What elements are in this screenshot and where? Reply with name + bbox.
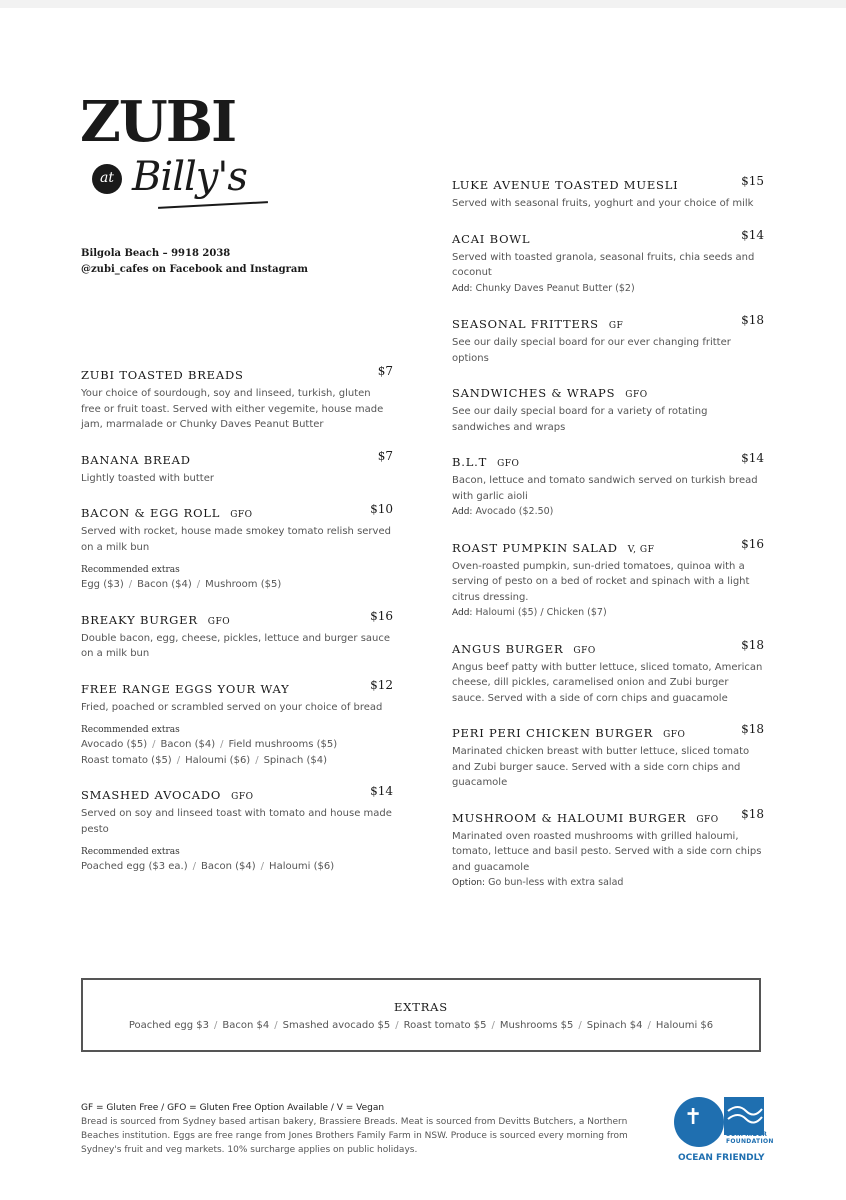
menu-item-price: $12 [370,677,393,692]
menu-item-name: B.L.T [452,455,488,469]
menu-item-price: $16 [370,608,393,623]
separator: / [395,1020,399,1031]
menu-item-name: LUKE AVENUE TOASTED MUESLI [452,178,679,192]
menu-item-name: MUSHROOM & HALOUMI BURGER [452,810,687,825]
menu-item-name: SEASONAL FRITTERS [452,317,599,331]
addon-label: Add: [452,507,473,517]
separator: / [647,1020,651,1031]
contact-phone: Bilgola Beach – 9918 2038 [81,248,231,259]
menu-item-name: SANDWICHES & WRAPS [452,386,616,400]
recommended-extra: Haloumi ($6) [185,754,251,766]
recommended-extras [81,737,393,753]
recommended-extras [81,753,393,769]
menu-item-name: ACAI BOWL [452,231,531,246]
menu-item-description: Lightly toasted with butter [81,472,214,484]
dietary-tag: GFO [207,616,231,627]
menu-item [452,174,764,212]
menu-item-description: Your choice of sourdough, soy and linseed, turkish, gluten free or fruit toast. Served with either vegemite, house made jam, marmalade or Chunky Daves Peanut Butter [81,388,384,430]
menu-item [452,451,764,521]
addon-label: Add: [452,283,473,294]
menu-item [81,502,393,593]
extras-title: EXTRAS [394,1000,448,1014]
recommended-extras [81,859,393,875]
menu-item [81,678,393,769]
menu-item-description: Marinated chicken breast with butter lettuce, sliced tomato and Zubi burger sauce. Served with a side corn chips and guacamole [452,746,750,788]
dietary-tag: GFO [230,510,253,520]
extras-list [83,1020,759,1031]
menu-item-price: $10 [370,502,393,516]
menu-item-description: Double bacon, egg, cheese, pickles, lettuce and burger sauce on a milk bun [81,632,391,659]
menu-item-price: $7 [377,364,393,378]
extras-box [81,978,761,1052]
recommended-extras [81,577,393,593]
extra-item: Bacon $4 [222,1020,270,1031]
menu-item-description: Bacon, lettuce and tomato sandwich served on turkish bread with garlic aioli [452,475,758,502]
menu-item-description: Fried, poached or scrambled served on your choice of bread [81,701,383,713]
menu-item-header [452,807,764,825]
menu-item-name: ANGUS BURGER [452,641,564,656]
menu-item-price: $14 [741,227,764,242]
menu-item-header [81,364,393,382]
footer [81,1101,641,1157]
menu-item-name: ZUBI TOASTED BREADS [81,368,244,382]
dietary-tag: GF [608,321,624,331]
menu-item-price: $18 [741,806,764,821]
menu-item [452,638,764,707]
logo-script: Billy's [132,154,247,200]
menu-item-addon [452,281,764,298]
menu-item-header [81,784,393,802]
menu-item-price: $15 [741,174,764,188]
menu-item [81,609,393,662]
recommended-extras-label: Recommended extras [81,725,180,735]
separator: / [274,1020,278,1031]
sourcing-note: Bread is sourced from Sydney based artisan bakery, Brassiere Breads. Meat is sourced from Devitts Butchers, a Northern Beaches institution. Eggs are free range from Jones Brothers Family Farm in NSW. Produce is sourced every morning from Sydney's fruit and veg markets. 10% surcharge applies on public holidays. [81,1117,628,1155]
menu-page [0,8,846,1200]
addon-label: Option: [452,878,486,888]
menu-item-header [452,313,764,331]
dietary-tag: GFO [625,390,648,400]
menu-item-header [452,638,764,656]
separator: / [220,739,224,750]
menu-item [452,313,764,366]
fork-knife-icon: ✝ [684,1105,703,1130]
dietary-tag: GFO [573,645,596,656]
recommended-extras-label: Recommended extras [81,847,180,857]
extra-item: Spinach $4 [586,1020,643,1031]
menu-item-header [81,449,393,467]
menu-item-header [452,174,764,192]
dietary-tag: GFO [696,814,719,825]
menu-item [452,807,764,892]
recommended-extra: Mushroom ($5) [205,579,282,590]
menu-item-price: $18 [741,313,764,327]
dietary-tag: GFO [231,792,254,802]
addon-label: Add: [452,608,473,618]
menu-item-description: Served on soy and linseed toast with tomato and house made pesto [81,808,392,835]
separator: / [176,754,181,766]
extra-item: Poached egg $3 [128,1020,210,1031]
separator: / [192,861,197,872]
menu-item [452,382,764,435]
extra-item: Haloumi $6 [655,1020,714,1031]
menu-item-price: $18 [741,637,764,652]
menu-item-description: Angus beef patty with butter lettuce, sliced tomato, American cheese, dill pickles, caramelised onion and Zubi burger sauce. Served with a side of corn chips and guacamole [452,661,763,704]
extra-item: Mushrooms $5 [499,1020,574,1031]
menu-column-right [452,174,764,908]
separator: / [578,1020,582,1031]
zubi-logo [80,89,280,214]
recommended-extra: Bacon ($4) [201,861,256,872]
ocean-friendly-badge [674,1095,774,1167]
addon-text: Go bun-less with extra salad [488,877,624,888]
recommended-extras-label: Recommended extras [81,565,180,575]
addon-text: Haloumi ($5) / Chicken ($7) [475,607,607,618]
menu-item [452,228,764,298]
contact-social: @zubi_cafes on Facebook and Instagram [81,264,308,275]
menu-item-description: Served with seasonal fruits, yoghurt and your choice of milk [452,198,754,209]
menu-item [81,364,393,433]
separator: / [255,754,259,766]
badge-label: OCEAN FRIENDLY [678,1153,765,1163]
dietary-key: GF = Gluten Free / GFO = Gluten Free Option Available / V = Vegan [81,1103,385,1113]
menu-item-price: $14 [370,784,393,798]
menu-item-name: BACON & EGG ROLL [81,506,221,520]
menu-item-price: $7 [377,448,393,463]
menu-item-header [81,678,393,696]
separator: / [260,861,265,872]
menu-item-header [81,609,393,627]
menu-item-description: Marinated oven roasted mushrooms with grilled haloumi, tomato, lettuce and basil pesto. Served with a side corn chips and guacamole [452,830,762,873]
menu-item-description: Served with toasted granola, seasonal fruits, chia seeds and coconut [452,251,755,278]
menu-item-name: BREAKY BURGER [81,612,198,627]
menu-item-description: See our daily special board for a variety of rotating sandwiches and wraps [452,406,708,433]
contact-info [81,246,308,278]
logo-sub [80,154,280,214]
menu-item-header [81,502,393,520]
recommended-extra: Poached egg ($3 ea.) [81,861,188,872]
separator: / [152,739,156,750]
menu-item-name: PERI PERI CHICKEN BURGER [452,726,654,740]
menu-item-addon [452,504,764,521]
wave-icon [724,1097,764,1135]
recommended-extra: Haloumi ($6) [269,861,335,872]
menu-item-price: $14 [741,451,764,465]
menu-item-addon [452,605,764,622]
recommended-extra: Spinach ($4) [263,754,328,766]
logo-at-badge: at [92,164,122,194]
menu-item [81,449,393,487]
extra-item: Smashed avocado $5 [282,1020,391,1031]
menu-item-price: $16 [741,536,764,551]
logo-underline [158,201,268,209]
addon-text: Chunky Daves Peanut Butter ($2) [475,282,635,294]
menu-item-price: $18 [741,722,764,736]
logo-wordmark: ZUBI [80,89,236,155]
menu-item-description: Served with rocket, house made smokey tomato relish served on a milk bun [81,526,391,553]
menu-item-header [452,228,764,246]
recommended-extra: Field mushrooms ($5) [228,739,338,750]
menu-item-addon [452,875,764,892]
recommended-extra: Egg ($3) [81,579,124,590]
menu-item-header [452,451,764,469]
separator: / [196,579,201,590]
recommended-extra: Avocado ($5) [81,739,148,750]
menu-item-name: FREE RANGE EGGS YOUR WAY [81,681,290,696]
menu-item [452,537,764,622]
menu-item-header [452,382,764,400]
menu-item-header [452,722,764,740]
menu-item-name: BANANA BREAD [81,452,191,467]
dietary-tag: GFO [663,730,686,740]
menu-item [81,784,393,875]
menu-item-header [452,537,764,555]
separator: / [128,579,133,590]
dietary-tag: V, GF [627,544,655,555]
menu-item-name: SMASHED AVOCADO [81,788,222,802]
menu-column-left [81,364,393,891]
separator: / [491,1020,495,1031]
menu-item-name: ROAST PUMPKIN SALAD [452,540,618,555]
recommended-extra: Roast tomato ($5) [81,754,172,766]
recommended-extra: Bacon ($4) [160,739,216,750]
menu-item-description: See our daily special board for our ever changing fritter options [452,337,731,364]
extra-item: Roast tomato $5 [403,1020,487,1031]
menu-item [452,722,764,791]
menu-item-description: Oven-roasted pumpkin, sun-dried tomatoes, quinoa with a serving of pesto on a bed of rocket and spinach with a light citrus dressing. [452,560,750,603]
separator: / [214,1020,218,1031]
recommended-extra: Bacon ($4) [137,579,192,590]
dietary-tag: GFO [497,459,520,469]
addon-text: Avocado ($2.50) [475,506,554,517]
badge-org: SURFRIDER FOUNDATION [726,1131,774,1145]
